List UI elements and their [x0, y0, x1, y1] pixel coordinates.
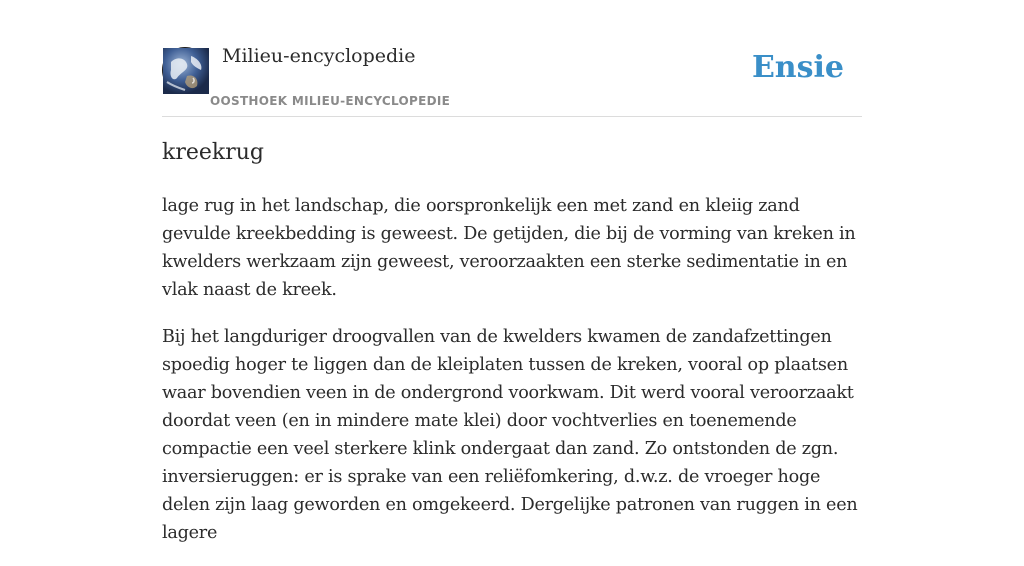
site-header	[162, 0, 862, 117]
paragraph-1: lage rug in het landschap, die oorspronkelijk een met zand en kleiig zand gevulde kreekbedding is geweest. De getijden, die bij de vorming van kreken in kwelders werkzaam zijn geweest, veroorzaakten een sterke sedimentatie in en vlak naast de kreek.	[162, 196, 856, 300]
article-body	[162, 192, 862, 566]
page	[162, 0, 862, 543]
site-name[interactable]: Milieu-encyclopedie	[222, 45, 416, 67]
article-title: kreekrug	[162, 140, 264, 165]
site-subtitle[interactable]: OOSTHOEK MILIEU-ENCYCLOPEDIE	[210, 94, 451, 108]
brand-logo-link[interactable]: Ensie	[751, 50, 844, 85]
paragraph-2: Bij het langduriger droogvallen van de kwelders kwamen de zandafzettingen spoedig hoger te liggen dan de kleiplaten tussen de kreken, vooral op plaatsen waar bovendien veen in de ondergrond voorkwam. Dit werd vooral veroorzaakt doordat veen (en in mindere mate klei) door vochtverlies en toenemende compactie een veel sterkere klink ondergaat dan zand. Zo ontstonden de zgn. inversieruggen: er is sprake van een reliëfomkering, d.w.z. de vroeger hoge delen zijn laag geworden en omgekeerd. Dergelijke patronen van ruggen in een lagere	[162, 327, 858, 543]
earth-globe-icon[interactable]	[162, 47, 208, 93]
